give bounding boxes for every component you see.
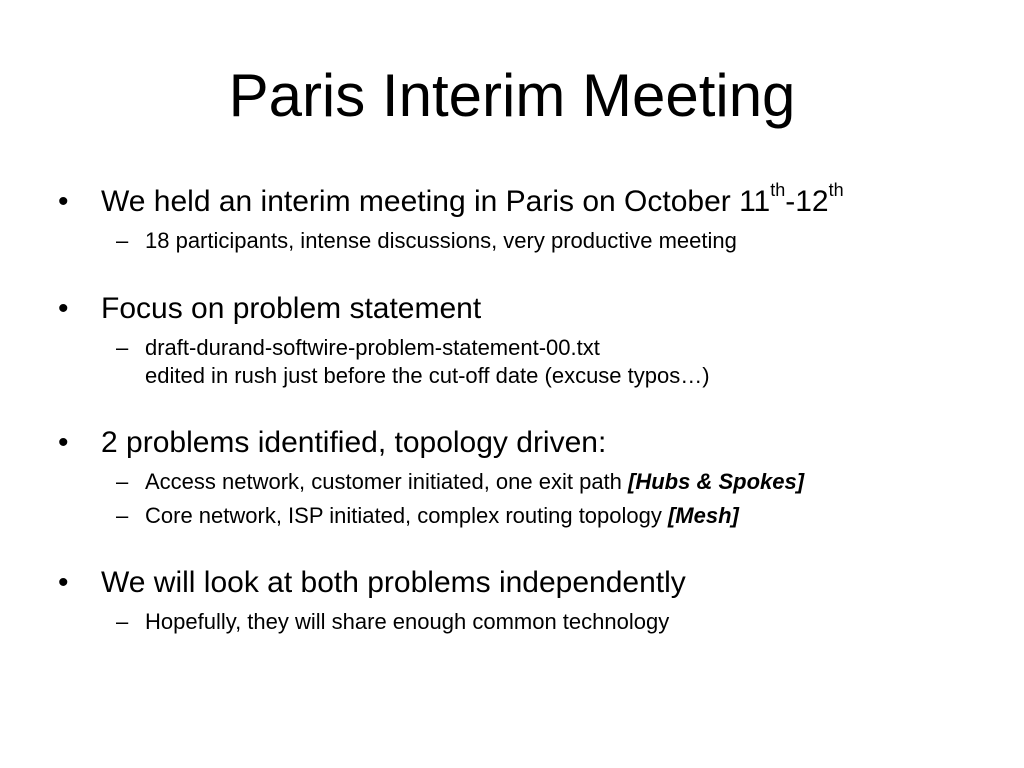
slide-title: Paris Interim Meeting xyxy=(228,62,796,129)
sub-bullet-marker: – xyxy=(116,609,129,634)
bullet-marker: • xyxy=(58,292,69,325)
bullet-marker: • xyxy=(58,185,69,218)
bullet-marker: • xyxy=(58,566,69,599)
superscript: th xyxy=(770,180,786,200)
sub-bullet-marker: – xyxy=(116,469,129,494)
bullet-text: Focus on problem statement xyxy=(101,292,482,325)
topology-tag: [Mesh] xyxy=(667,503,739,528)
topology-tag: [Hubs & Spokes] xyxy=(628,469,805,494)
bullet-text: 2 problems identified, topology driven: xyxy=(101,426,607,459)
sub-bullet-text-part: Access network, customer initiated, one exit path xyxy=(145,469,629,494)
sub-bullet-text xyxy=(145,502,739,530)
bullet-text-part: -12 xyxy=(785,185,829,218)
sub-bullet-text-part: Core network, ISP initiated, complex routing topology xyxy=(145,503,668,528)
sub-bullet-marker: – xyxy=(116,503,129,528)
bullet-text: We will look at both problems independently xyxy=(101,566,686,599)
sub-bullet-text xyxy=(145,334,710,390)
sub-bullet-line: edited in rush just before the cut-off date (excuse typos…) xyxy=(145,363,710,388)
bullet-text xyxy=(101,180,844,220)
bullet-marker: • xyxy=(58,426,69,459)
sub-bullet-marker: – xyxy=(116,228,129,253)
sub-bullet-line: draft-durand-softwire-problem-statement-00.txt xyxy=(145,335,600,360)
superscript: th xyxy=(828,180,844,200)
sub-bullet-text: Hopefully, they will share enough common technology xyxy=(145,609,670,634)
bullet-text-part: We held an interim meeting in Paris on October 11 xyxy=(101,185,771,218)
sub-bullet-text xyxy=(145,468,804,496)
sub-bullet-text: 18 participants, intense discussions, very productive meeting xyxy=(145,228,737,253)
sub-bullet-marker: – xyxy=(116,335,129,360)
